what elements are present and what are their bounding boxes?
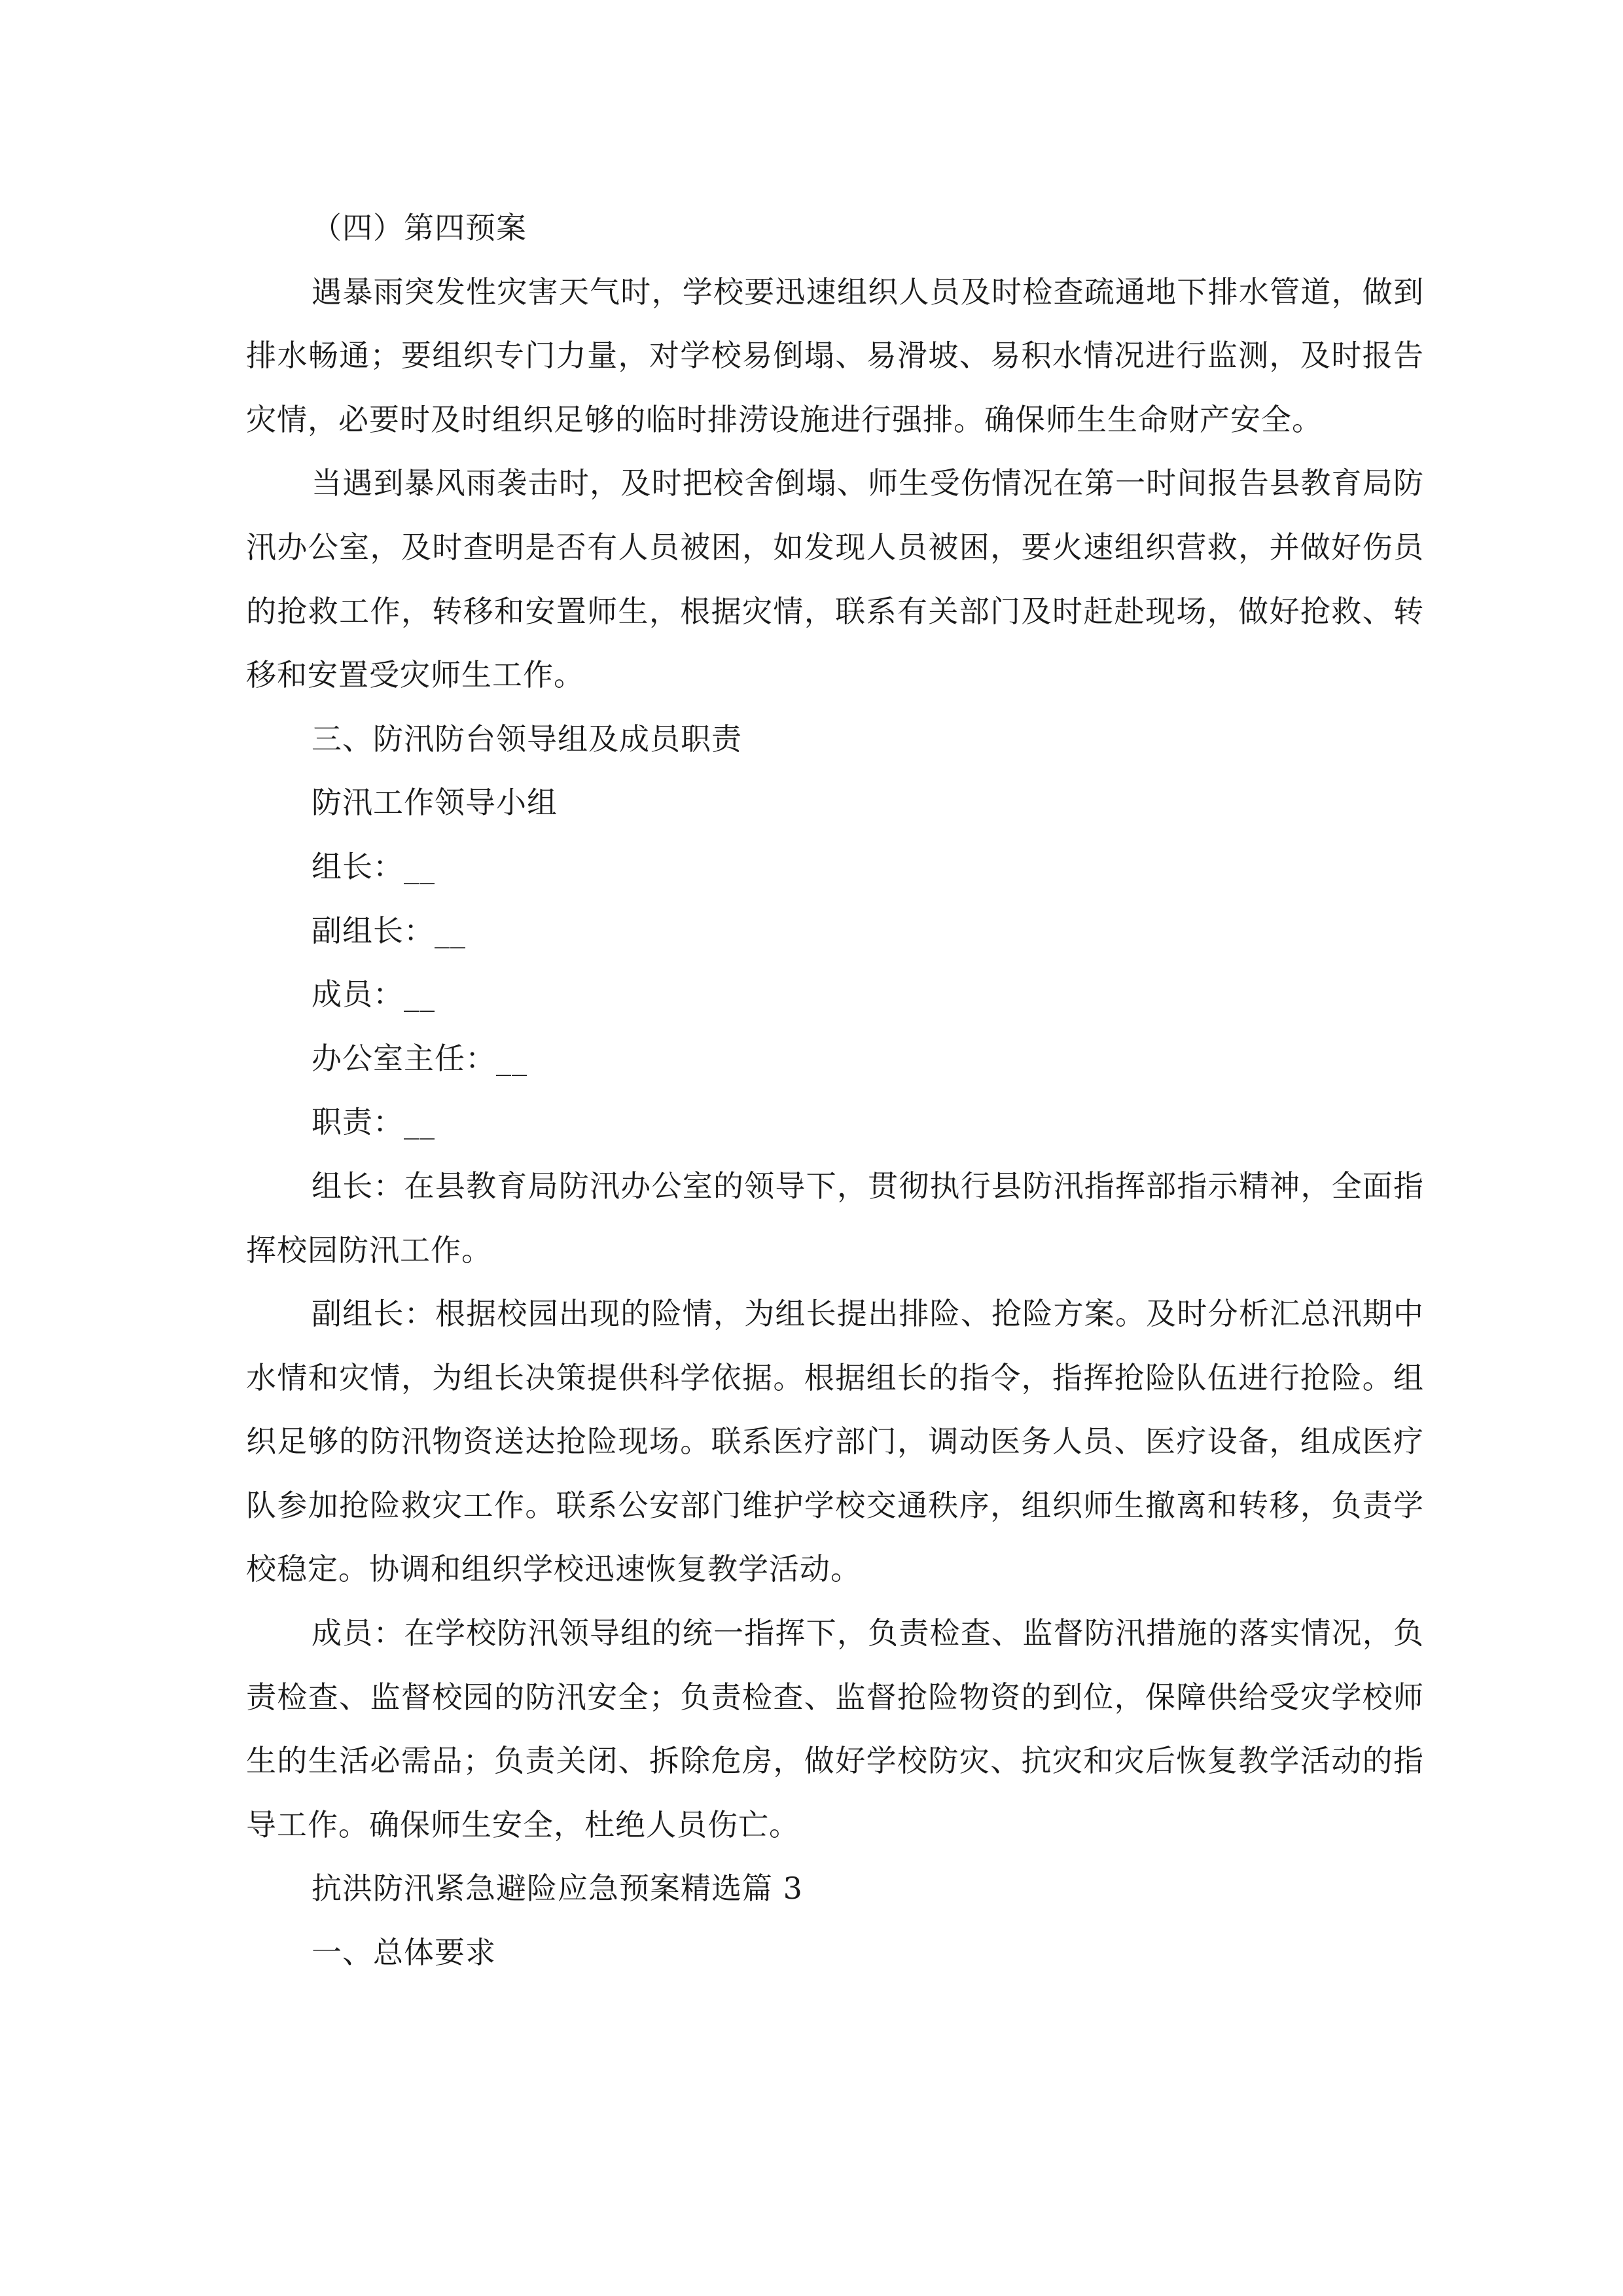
paragraph-article-title-3: 抗洪防汛紧急避险应急预案精选篇 3: [312, 1871, 803, 1907]
paragraph-leadership-group-title: 防汛工作领导小组: [312, 785, 558, 821]
paragraph-office-director: 办公室主任：__: [312, 1040, 527, 1076]
paragraph-member-duties: 成员：在学校防汛领导组的统一指挥下，负责检查、监督防汛措施的落实情况，负责检查、监督校园的防汛安全；负责检查、监督抢险物资的到位，保障供给受灾学校师生的生活必需品；负责关闭、拆除危房，做好学校防灾、抗灾和灾后恢复教学活动的指导工作。确保师生安全，杜绝人员伤亡。: [246, 1615, 1424, 1842]
paragraph-storm-response: 当遇到暴风雨袭击时，及时把校舍倒塌、师生受伤情况在第一时间报告县教育局防汛办公室，及时查明是否有人员被困，如发现人员被困，要火速组织营救，并做好伤员的抢救工作，转移和安置师生，根据灾情，联系有关部门及时赶赴现场，做好抢救、转移和安置受灾师生工作。: [246, 465, 1424, 693]
document-body: [246, 196, 1424, 1985]
paragraph-members: 成员：__: [312, 977, 435, 1013]
paragraph-deputy-duties: 副组长：根据校园出现的险情，为组长提出排险、抢险方案。及时分析汇总汛期中水情和灾情，为组长决策提供科学依据。根据组长的指令，指挥抢险队伍进行抢险。组织足够的防汛物资送达抢险现场。联系医疗部门，调动医务人员、医疗设备，组成医疗队参加抢险救灾工作。联系公安部门维护学校交通秩序，组织师生撤离和转移，负责学校稳定。协调和组织学校迅速恢复教学活动。: [246, 1296, 1424, 1587]
paragraph-section-heading-leadership: 三、防汛防台领导组及成员职责: [312, 721, 742, 757]
paragraph-section-heading-general: 一、总体要求: [312, 1935, 496, 1971]
paragraph-leader-duties: 组长：在县教育局防汛办公室的领导下，贯彻执行县防汛指挥部指示精神，全面指挥校园防汛工作。: [246, 1168, 1424, 1268]
paragraph-section-heading-fourth-plan: （四）第四预案: [312, 210, 527, 245]
paragraph-group-leader: 组长：__: [312, 848, 435, 884]
paragraph-deputy-leader: 副组长：__: [312, 912, 466, 948]
paragraph-duties: 职责：__: [312, 1104, 435, 1140]
paragraph-rainstorm-plan: 遇暴雨突发性灾害天气时，学校要迅速组织人员及时检查疏通地下排水管道，做到排水畅通；要组织专门力量，对学校易倒塌、易滑坡、易积水情况进行监测，及时报告灾情，必要时及时组织足够的临时排涝设施进行强排。确保师生生命财产安全。: [246, 274, 1424, 437]
